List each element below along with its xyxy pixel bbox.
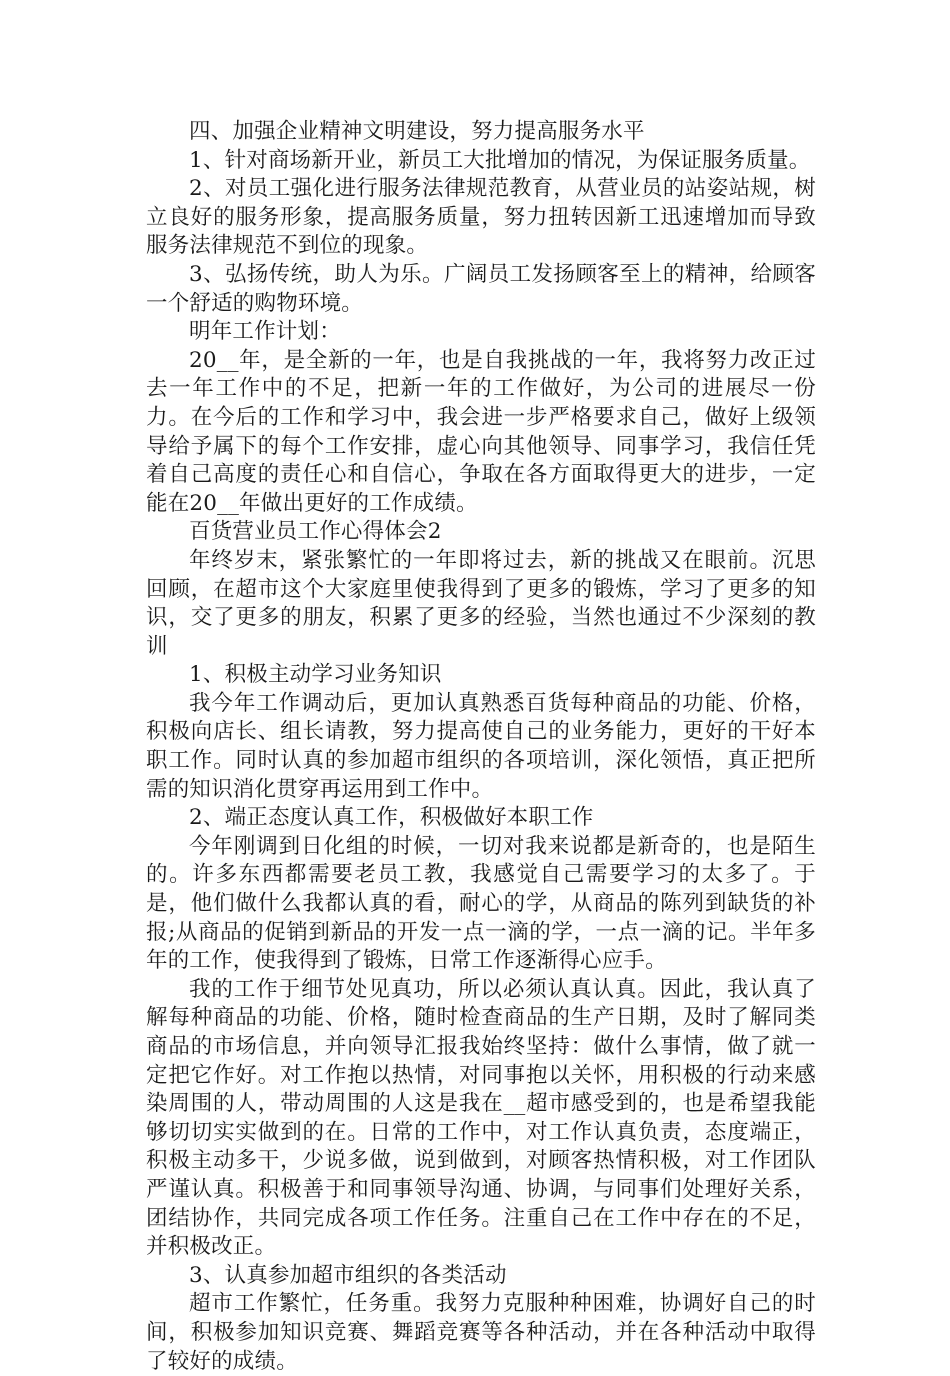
body-paragraph-4: 超市工作繁忙，任务重。我努力克服种种困难，协调好自己的时间，积极参加知识竞赛、舞蹈竞赛等各种活动，并在各种活动中取得了较好的成绩。	[146, 1291, 816, 1374]
intro-paragraph: 年终岁末，紧张繁忙的一年即将过去，新的挑战又在眼前。沉思回顾，在超市这个大家庭里使我得到了更多的锻炼，学习了更多的知识，交了更多的朋友，积累了更多的经验，当然也通过不少深刻的教训	[146, 547, 816, 659]
subheading-3: 3、认真参加超市组织的各类活动	[189, 1262, 507, 1288]
section-heading-4: 四、加强企业精神文明建设，努力提高服务水平	[189, 119, 645, 144]
body-paragraph-2: 今年刚调到日化组的时候，一切对我来说都是新奇的，也是陌生的。许多东西都需要老员工教，我感觉自己需要学习的太多了。于是，他们做什么我都认真的看，耐心的学，从商品的陈列到缺货的补报;从商品的促销到新品的开发一点一滴的学，一点一滴的记。半年多年的工作，使我得到了锻炼，日常工作逐渐得心应手。	[146, 833, 816, 974]
plan-paragraph: 20__年，是全新的一年，也是自我挑战的一年，我将努力改正过去一年工作中的不足，把新一年的工作做好，为公司的进展尽一份力。在今后的工作和学习中，我会进一步严格要求自己，做好上级领导给予属下的每个工作安排，虚心向其他领导、同事学习，我信任凭着自己高度的责任心和自信心，争取在各方面取得更大的进步，一定能在20__年做出更好的工作成绩。	[146, 347, 816, 516]
document-body	[146, 118, 816, 1376]
body-paragraph-1: 我今年工作调动后，更加认真熟悉百货每种商品的功能、价格，积极向店长、组长请教，努力提高使自己的业务能力，更好的干好本职工作。同时认真的参加超市组织的各项培训，深化领悟，真正把所需的知识消化贯穿再运用到工作中。	[146, 690, 816, 802]
plan-heading: 明年工作计划：	[189, 319, 341, 345]
article-title: 百货营业员工作心得体会2	[189, 519, 442, 545]
list-item-2: 2、对员工强化进行服务法律规范教育，从营业员的站姿站规，树立良好的服务形象，提高服务质量，努力扭转因新工迅速增加而导致服务法律规范不到位的现象。	[146, 176, 816, 259]
list-item-1: 1、针对商场新开业，新员工大批增加的情况，为保证服务质量。	[189, 147, 811, 173]
body-paragraph-3: 我的工作于细节处见真功，所以必须认真认真。因此，我认真了解每种商品的功能、价格，随时检查商品的生产日期，及时了解同类商品的市场信息，并向领导汇报我始终坚持：做什么事情，做了就一定把它作好。对工作抱以热情，对同事抱以关怀，用积极的行动来感染周围的人，带动周围的人这是我在__超市感受到的，也是希望我能够切切实实做到的在。日常的工作中，对工作认真负责，态度端正，积极主动多干，少说多做，说到做到，对顾客热情积极，对工作团队严谨认真。积极善于和同事领导沟通、协调，与同事们处理好关系，团结协作，共同完成各项工作任务。注重自己在工作中存在的不足，并积极改正。	[146, 976, 816, 1260]
list-item-3: 3、弘扬传统，助人为乐。广阔员工发扬顾客至上的精神，给顾客一个舒适的购物环境。	[146, 261, 816, 316]
subheading-1: 1、积极主动学习业务知识	[189, 662, 442, 688]
subheading-2: 2、端正态度认真工作，积极做好本职工作	[189, 805, 594, 831]
